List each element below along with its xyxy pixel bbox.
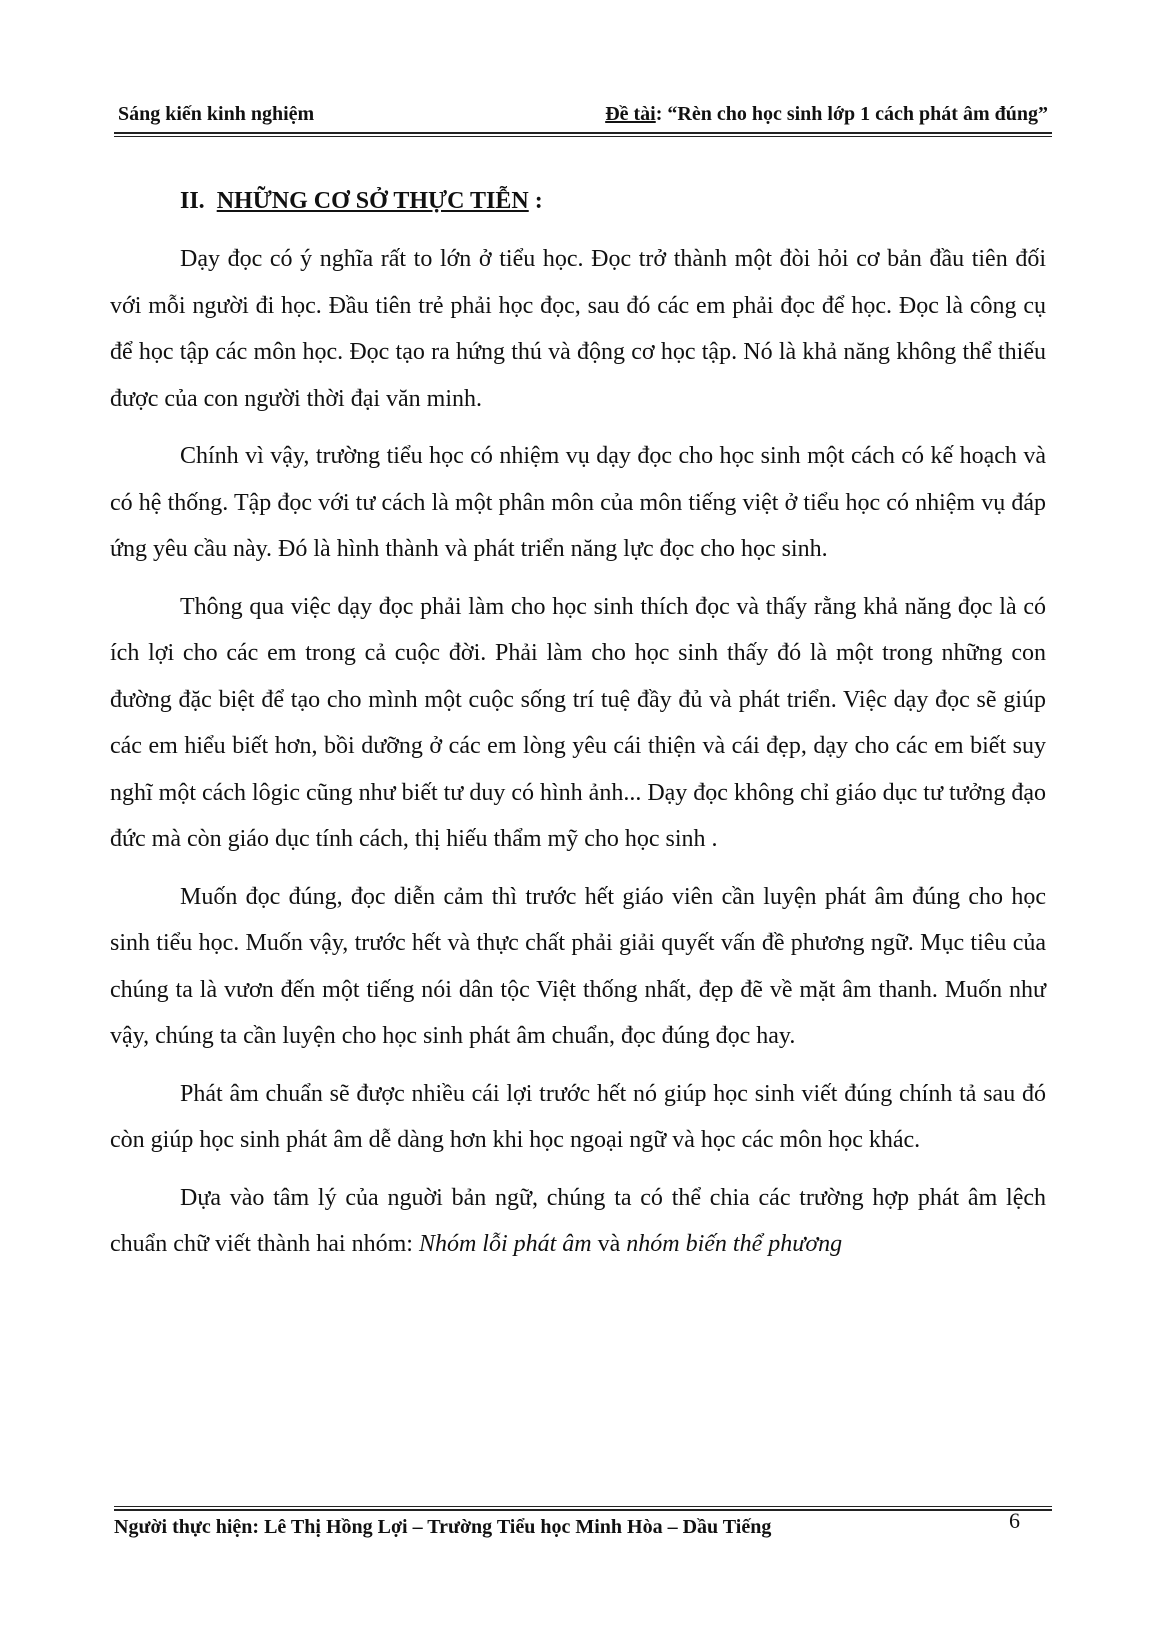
header-topic-title: : “Rèn cho học sinh lớp 1 cách phát âm đúng”	[655, 103, 1048, 125]
paragraph-6	[110, 1175, 1046, 1268]
paragraph-5: Phát âm chuẩn sẽ được nhiều cái lợi trước hết nó giúp học sinh viết đúng chính tả sau đó còn giúp học sinh phát âm dễ dàng hơn khi học ngoại ngữ và học các môn học khác.	[110, 1080, 1046, 1153]
section-heading	[180, 188, 543, 215]
section-suffix: :	[528, 188, 543, 214]
page-footer	[114, 1508, 1052, 1546]
header-topic-label: Đề tài	[605, 103, 656, 125]
paragraph-1: Dạy đọc có ý nghĩa rất to lớn ở tiểu học. Đọc trở thành một đòi hỏi cơ bản đầu tiên đối với mỗi người đi học. Đầu tiên trẻ phải học đọc, sau đó các em phải đọc để học. Đọc là công cụ để học tập các môn học. Đọc tạo ra hứng thú và động cơ học tập. Nó là khả năng không thể thiếu được của con người thời đại văn minh.	[110, 246, 1046, 412]
paragraph-6-text-middle: và	[591, 1231, 627, 1257]
body-text	[110, 236, 1046, 1279]
paragraph-4: Muốn đọc đúng, đọc diễn cảm thì trước hết giáo viên cần luyện phát âm đúng cho học sinh tiểu học. Muốn vậy, trước hết và thực chất phải giải quyết vấn đề phương ngữ. Mục tiêu của chúng ta là vươn đến một tiếng nói dân tộc Việt thống nhất, đẹp đẽ về mặt âm thanh. Muốn như vậy, chúng ta cần luyện cho học sinh phát âm chuẩn, đọc đúng đọc hay.	[110, 883, 1046, 1049]
page-number: 6	[1009, 1508, 1020, 1533]
paragraph-6-text-start: Dựa vào tâm lý của nguời bản ngữ, chúng ta có thể chia các trường hợp phát âm lệch chuẩn chữ viết thành hai nhóm:	[110, 1184, 1046, 1257]
header-rule	[114, 132, 1052, 137]
header-document-type: Sáng kiến kinh nghiệm	[118, 103, 315, 125]
section-number: II.	[180, 188, 205, 214]
paragraph-2: Chính vì vậy, trường tiểu học có nhiệm vụ dạy đọc cho học sinh một cách có kế hoạch và có hệ thống. Tập đọc với tư cách là một phân môn của môn tiếng việt ở tiểu học có nhiệm vụ đáp ứng yêu cầu này. Đó là hình thành và phát triển năng lực đọc cho học sinh.	[110, 443, 1046, 562]
footer-author: Người thực hiện: Lê Thị Hồng Lợi – Trường Tiểu học Minh Hòa – Dầu Tiếng	[114, 1516, 772, 1538]
paragraph-6-italic-term-2: nhóm biến thể phương	[626, 1231, 843, 1257]
header-topic	[605, 103, 1048, 126]
page-header	[114, 103, 1052, 133]
section-title: NHỮNG CƠ SỞ THỰC TIỄN	[216, 188, 529, 214]
footer-rule	[114, 1506, 1052, 1511]
paragraph-6-italic-term-1: Nhóm lỗi phát âm	[418, 1231, 592, 1257]
paragraph-3: Thông qua việc dạy đọc phải làm cho học sinh thích đọc và thấy rằng khả năng đọc là có ích lợi cho các em trong cả cuộc đời. Phải làm cho học sinh thấy đó là một trong những con đường đặc biệt để tạo cho mình một cuộc sống trí tuệ đầy đủ và phát triển. Việc dạy đọc sẽ giúp các em hiểu biết hơn, bồi dưỡng ở các em lòng yêu cái thiện và cái đẹp, dạy cho các em biết suy nghĩ một cách lôgic cũng như biết tư duy có hình ảnh... Dạy đọc không chỉ giáo dục tư tưởng đạo đức mà còn giáo dục tính cách, thị hiếu thẩm mỹ cho học sinh .	[110, 593, 1046, 852]
